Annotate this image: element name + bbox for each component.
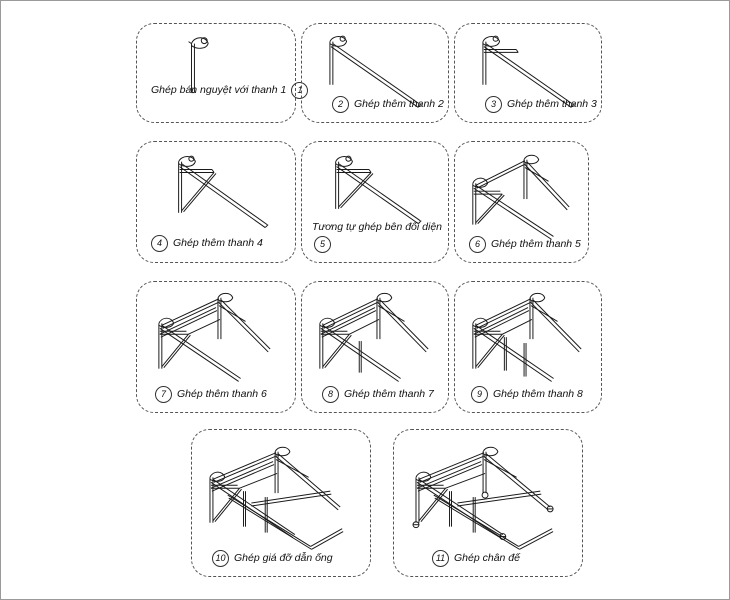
step-10-caption — [212, 550, 333, 567]
step-11-caption — [432, 550, 520, 567]
step-7-number: 7 — [155, 386, 172, 403]
step-9-caption-text: Ghép thêm thanh 8 — [493, 387, 583, 400]
step-1-illustration — [137, 24, 295, 122]
step-panel-8 — [301, 281, 449, 413]
step-3-number: 3 — [485, 96, 502, 113]
step-4-caption — [151, 235, 263, 252]
step-5-caption — [312, 222, 442, 253]
step-1-caption-text: Ghép bán nguyệt với thanh 1 — [151, 83, 287, 96]
step-9-caption — [471, 386, 583, 403]
step-panel-11 — [393, 429, 583, 577]
step-10-caption-text: Ghép giá đỡ dẫn ống — [234, 551, 333, 564]
step-5-number: 5 — [314, 236, 331, 253]
step-1-caption — [151, 82, 308, 99]
step-6-caption-text: Ghép thêm thanh 5 — [491, 237, 581, 250]
step-3-caption — [485, 96, 597, 113]
step-panel-7 — [136, 281, 296, 413]
step-5-caption-text: Tương tự ghép bên đối diện — [312, 221, 442, 233]
step-panel-3 — [454, 23, 602, 123]
step-8-caption-text: Ghép thêm thanh 7 — [344, 387, 434, 400]
step-9-number: 9 — [471, 386, 488, 403]
step-2-caption-text: Ghép thêm thanh 2 — [354, 97, 444, 110]
step-4-caption-text: Ghép thêm thanh 4 — [173, 236, 263, 249]
step-panel-6 — [454, 141, 589, 263]
step-panel-10 — [191, 429, 371, 577]
step-panel-9 — [454, 281, 602, 413]
step-1-number: 1 — [291, 82, 308, 99]
step-7-caption-text: Ghép thêm thanh 6 — [177, 387, 267, 400]
step-10-number: 10 — [212, 550, 229, 567]
step-6-caption — [469, 236, 581, 253]
step-panel-5 — [301, 141, 449, 263]
step-panel-2 — [301, 23, 449, 123]
step-3-caption-text: Ghép thêm thanh 3 — [507, 97, 597, 110]
step-6-number: 6 — [469, 236, 486, 253]
step-4-number: 4 — [151, 235, 168, 252]
step-panel-4 — [136, 141, 296, 263]
step-2-number: 2 — [332, 96, 349, 113]
step-11-caption-text: Ghép chân đế — [454, 551, 520, 564]
step-7-caption — [155, 386, 267, 403]
step-8-caption — [322, 386, 434, 403]
step-8-number: 8 — [322, 386, 339, 403]
step-2-caption — [332, 96, 444, 113]
step-11-number: 11 — [432, 550, 449, 567]
step-panel-1 — [136, 23, 303, 123]
